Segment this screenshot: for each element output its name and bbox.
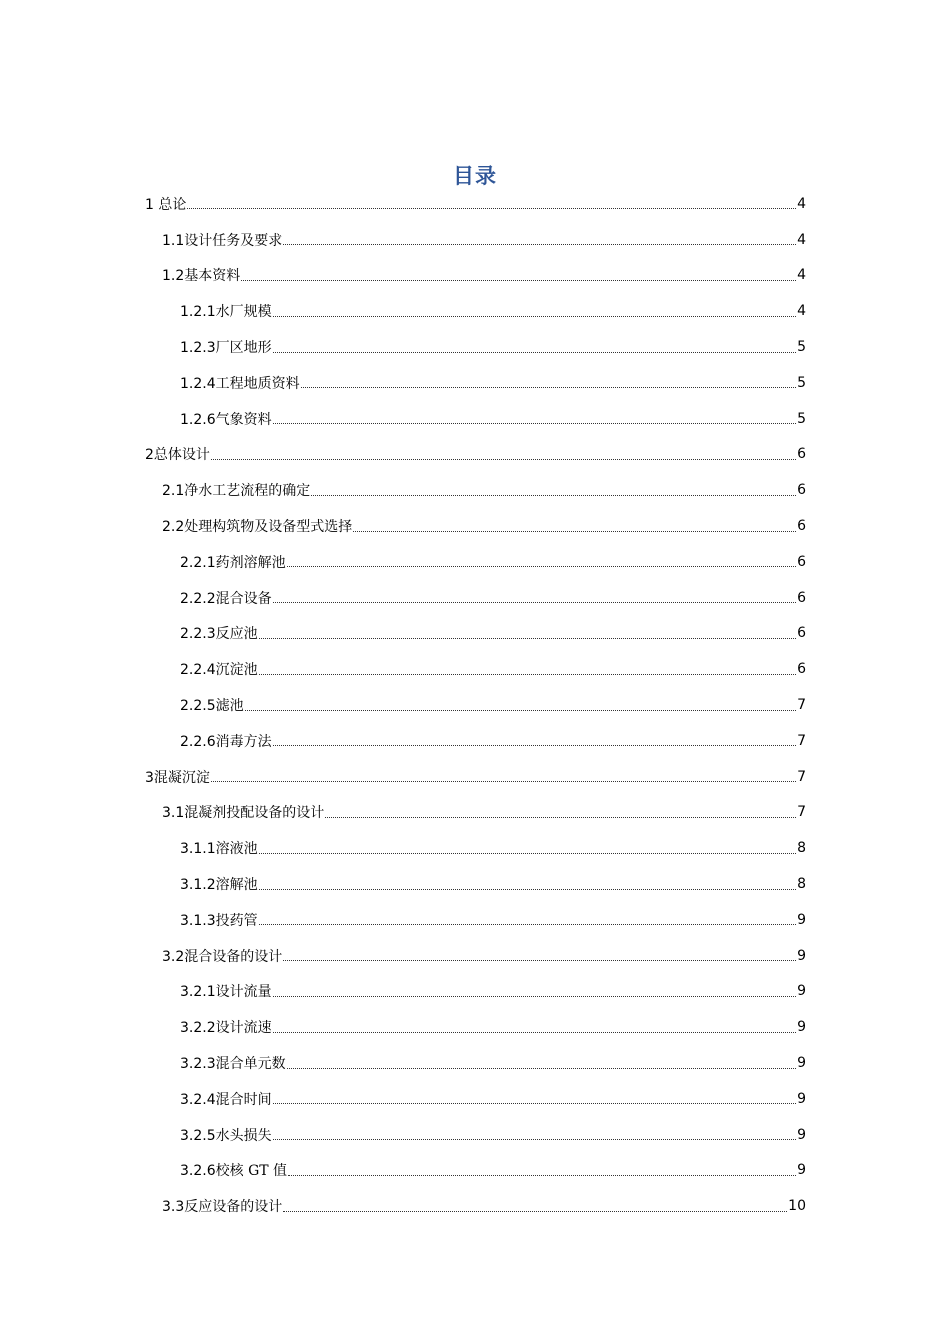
dot-leader	[353, 517, 796, 532]
toc-entry[interactable]	[145, 1188, 806, 1224]
toc-entry-number: 3.1.3	[180, 912, 216, 929]
toc-page-number: 6	[797, 661, 806, 678]
toc-page-number: 9	[797, 911, 806, 928]
dot-leader	[273, 1089, 796, 1104]
toc-entry[interactable]	[145, 1045, 806, 1081]
toc-entry[interactable]	[145, 866, 806, 902]
dot-leader	[273, 982, 796, 997]
toc-entry-label: 水头损失	[215, 1127, 272, 1144]
toc-page-number: 4	[797, 303, 806, 320]
dot-leader	[245, 696, 796, 711]
toc-entry-title	[180, 874, 258, 894]
toc-page-number: 7	[797, 697, 806, 714]
toc-page-number: 9	[797, 1126, 806, 1143]
toc-entry-label: 净水工艺流程的确定	[184, 483, 311, 500]
toc-entry-label: 混合单元数	[215, 1056, 286, 1073]
toc-page-number: 5	[797, 374, 806, 391]
toc-entry-label: 设计流量	[215, 984, 272, 1001]
toc-page-number: 6	[797, 446, 806, 463]
toc-entry[interactable]	[145, 759, 806, 795]
toc-entry-number: 3.2.2	[180, 1020, 216, 1037]
toc-entry[interactable]	[145, 222, 806, 258]
dot-leader	[311, 481, 796, 496]
toc-entry-label: 沉淀池	[215, 662, 258, 679]
toc-entry-label: 滤池	[215, 698, 244, 715]
toc-entry-label: 水厂规模	[215, 304, 272, 321]
toc-page-number: 4	[797, 231, 806, 248]
toc-page-number: 9	[797, 1019, 806, 1036]
dot-leader	[259, 624, 796, 639]
toc-entry-title	[180, 1017, 272, 1037]
toc-page-number: 7	[797, 768, 806, 785]
toc-entry-title	[180, 1089, 272, 1109]
toc-entry-label: 混合设备	[215, 590, 272, 607]
toc-entry-number: 2.2.6	[180, 733, 216, 750]
toc-entry-title	[180, 301, 272, 321]
toc-entry-number: 3.2.4	[180, 1091, 216, 1108]
toc-entry-label: 混合时间	[215, 1091, 272, 1108]
toc-page-number: 7	[797, 804, 806, 821]
toc-entry-label: 消毒方法	[215, 733, 272, 750]
toc-entry-title	[180, 659, 258, 679]
table-of-contents	[145, 186, 806, 1224]
toc-title: 目录	[453, 164, 497, 188]
toc-entry[interactable]	[145, 401, 806, 437]
toc-entry-number: 2.2.2	[180, 590, 216, 607]
dot-leader	[259, 839, 796, 854]
dot-leader	[259, 660, 796, 675]
dot-leader	[259, 910, 796, 925]
dot-leader	[273, 338, 796, 353]
toc-entry-label: 设计任务及要求	[184, 232, 283, 249]
toc-entry-title	[145, 767, 210, 787]
dot-leader	[273, 302, 796, 317]
toc-page-number: 5	[797, 339, 806, 356]
toc-entry[interactable]	[145, 616, 806, 652]
toc-page-number: 6	[797, 625, 806, 642]
dot-leader	[283, 946, 796, 961]
dot-leader	[288, 1161, 796, 1176]
toc-entry-number: 1	[145, 196, 154, 213]
dot-leader	[287, 1054, 796, 1069]
toc-entry-number: 3.2	[162, 948, 185, 965]
toc-entry-number: 1.2.3	[180, 340, 216, 357]
toc-entry-title	[180, 1125, 272, 1145]
toc-page-number: 6	[797, 482, 806, 499]
toc-entry[interactable]	[145, 508, 806, 544]
toc-entry[interactable]	[145, 329, 806, 365]
toc-entry-title	[180, 838, 258, 858]
toc-entry-number: 1.2.1	[180, 304, 216, 321]
toc-page-number: 4	[797, 267, 806, 284]
toc-entry[interactable]	[145, 687, 806, 723]
toc-entry[interactable]	[145, 651, 806, 687]
toc-entry-number: 3.3	[162, 1199, 185, 1216]
dot-leader	[211, 767, 796, 782]
toc-page-number: 9	[797, 1055, 806, 1072]
toc-entry[interactable]	[145, 293, 806, 329]
toc-entry-title	[180, 695, 244, 715]
toc-entry-label: 总体设计	[153, 447, 210, 464]
toc-page-number: 7	[797, 732, 806, 749]
toc-page-number: 9	[797, 983, 806, 1000]
dot-leader	[241, 266, 796, 281]
dot-leader	[273, 731, 796, 746]
toc-entry-label: 处理构筑物及设备型式选择	[184, 519, 353, 536]
toc-page-number: 9	[797, 1162, 806, 1179]
toc-page-number: 8	[797, 840, 806, 857]
toc-entry-label: 药剂溶解池	[215, 554, 286, 571]
toc-entry-label: 厂区地形	[215, 340, 272, 357]
dot-leader	[301, 373, 796, 388]
dot-leader	[273, 1018, 796, 1033]
dot-leader	[325, 803, 796, 818]
toc-entry-title	[162, 230, 282, 250]
toc-page-number: 6	[797, 553, 806, 570]
toc-entry-label: 校核 GT 值	[215, 1163, 288, 1180]
toc-entry-number: 3.2.6	[180, 1163, 216, 1180]
toc-entry-title	[162, 265, 240, 285]
toc-entry-number: 2.1	[162, 483, 185, 500]
toc-entry-number: 3	[145, 769, 154, 786]
toc-entry[interactable]	[145, 580, 806, 616]
toc-entry-number: 1.2	[162, 268, 185, 285]
toc-entry-label: 混合设备的设计	[184, 948, 283, 965]
toc-entry-title	[162, 1196, 282, 1216]
toc-entry[interactable]	[145, 472, 806, 508]
dot-leader	[287, 552, 796, 567]
dot-leader	[283, 230, 796, 245]
toc-entry-title	[180, 588, 272, 608]
toc-entry[interactable]	[145, 902, 806, 938]
toc-entry-title	[145, 444, 210, 464]
toc-entry-title	[180, 552, 286, 572]
toc-entry[interactable]	[145, 258, 806, 294]
toc-entry[interactable]	[145, 186, 806, 222]
toc-entry-title	[180, 981, 272, 1001]
toc-entry-label: 反应设备的设计	[184, 1199, 283, 1216]
toc-entry-title	[180, 337, 272, 357]
toc-entry-label: 工程地质资料	[215, 375, 300, 392]
toc-entry-title	[162, 516, 352, 536]
toc-entry-title	[180, 373, 300, 393]
toc-entry[interactable]	[145, 795, 806, 831]
toc-entry-label: 基本资料	[184, 268, 241, 285]
toc-entry-label: 投药管	[215, 912, 258, 929]
toc-entry-number: 3.1.2	[180, 877, 216, 894]
toc-entry[interactable]	[145, 544, 806, 580]
toc-entry-title	[180, 910, 258, 930]
toc-entry-number: 2	[145, 447, 154, 464]
toc-entry-number: 3.2.1	[180, 984, 216, 1001]
toc-page-number: 5	[797, 410, 806, 427]
toc-entry[interactable]	[145, 830, 806, 866]
toc-page-number: 10	[788, 1198, 806, 1215]
toc-entry-number: 3.1	[162, 805, 185, 822]
toc-entry-title	[162, 946, 282, 966]
toc-entry-title	[180, 623, 258, 643]
toc-entry-label: 混凝沉淀	[153, 769, 210, 786]
dot-leader	[211, 445, 796, 460]
toc-entry[interactable]	[145, 1009, 806, 1045]
toc-entry-title	[162, 802, 324, 822]
toc-entry-number: 1.1	[162, 232, 185, 249]
toc-entry-number: 1.2.4	[180, 375, 216, 392]
toc-page-number: 9	[797, 947, 806, 964]
dot-leader	[273, 588, 796, 603]
toc-entry-number: 2.2.5	[180, 698, 216, 715]
toc-entry[interactable]	[145, 437, 806, 473]
toc-entry-title	[145, 194, 186, 214]
toc-entry-title	[180, 409, 272, 429]
toc-entry-label: 混凝剂投配设备的设计	[184, 805, 325, 822]
toc-entry-number: 1.2.6	[180, 411, 216, 428]
toc-page-number: 4	[797, 195, 806, 212]
toc-entry-number: 2.2.4	[180, 662, 216, 679]
toc-entry-label: 设计流速	[215, 1020, 272, 1037]
toc-entry[interactable]	[145, 1081, 806, 1117]
toc-entry[interactable]	[145, 1117, 806, 1153]
toc-page-number: 6	[797, 589, 806, 606]
toc-page-number: 6	[797, 518, 806, 535]
toc-entry-label: 反应池	[215, 626, 258, 643]
dot-leader	[273, 409, 796, 424]
toc-entry-number: 2.2	[162, 519, 185, 536]
toc-entry[interactable]	[145, 938, 806, 974]
dot-leader	[283, 1197, 787, 1212]
toc-entry[interactable]	[145, 974, 806, 1010]
toc-entry[interactable]	[145, 723, 806, 759]
toc-page-number: 8	[797, 876, 806, 893]
dot-leader	[259, 875, 796, 890]
toc-entry-label: 溶解池	[215, 877, 258, 894]
toc-entry-number: 3.2.5	[180, 1127, 216, 1144]
toc-entry-title	[162, 480, 310, 500]
dot-leader	[273, 1125, 796, 1140]
toc-entry-label: 总论	[153, 196, 187, 213]
toc-entry-label: 溶液池	[215, 841, 258, 858]
toc-entry[interactable]	[145, 365, 806, 401]
toc-entry-label: 气象资料	[215, 411, 272, 428]
toc-entry-title	[180, 731, 272, 751]
toc-page-number: 9	[797, 1090, 806, 1107]
toc-entry-title	[180, 1160, 287, 1180]
toc-entry-title	[180, 1053, 286, 1073]
dot-leader	[187, 194, 796, 209]
toc-entry-number: 3.2.3	[180, 1056, 216, 1073]
toc-entry-number: 3.1.1	[180, 841, 216, 858]
toc-entry[interactable]	[145, 1153, 806, 1189]
toc-entry-number: 2.2.3	[180, 626, 216, 643]
toc-entry-number: 2.2.1	[180, 554, 216, 571]
